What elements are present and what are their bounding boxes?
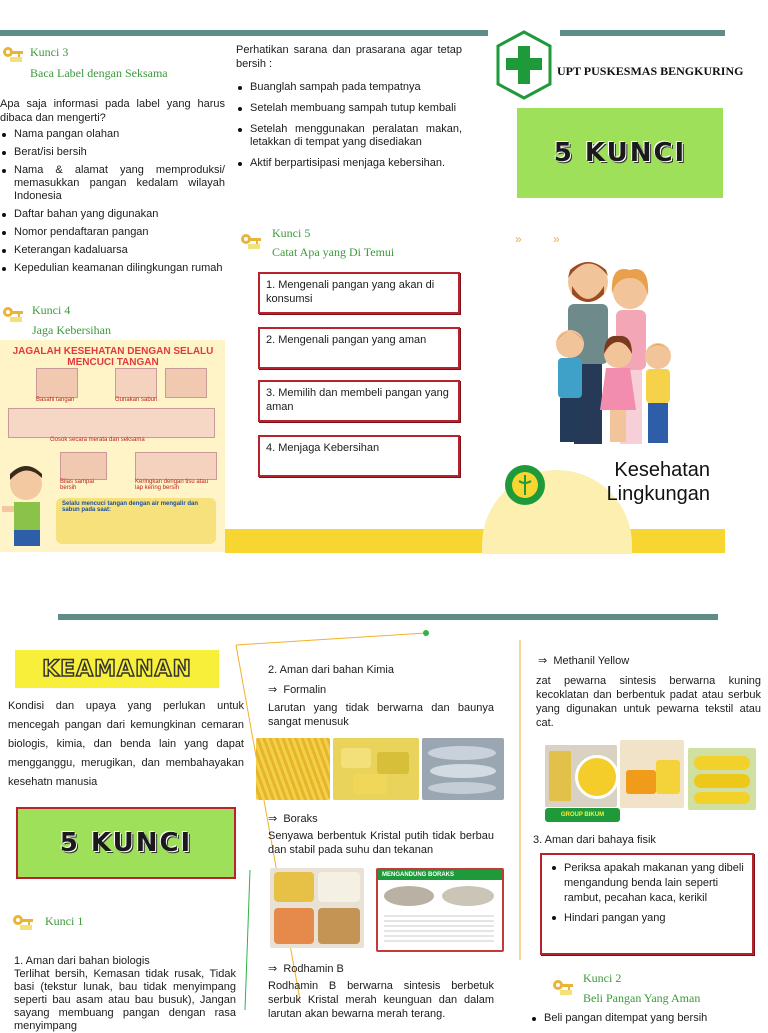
kunci2-list bbox=[530, 1012, 760, 1030]
key-icon bbox=[2, 305, 24, 323]
list-item: Periksa apakah makanan yang dibeli mengandung benda lain seperti rambut, pecahan kaca, kerikil bbox=[550, 861, 744, 906]
poster-title: JAGALAH KESEHATAN DENGAN SELALU MENCUCI TANGAN bbox=[12, 346, 214, 368]
kunci1-label: Kunci 1 bbox=[45, 914, 84, 928]
fisik-heading: 3. Aman dari bahaya fisik bbox=[533, 834, 656, 846]
key-point-box-3: 3. Memilih dan membeli pangan yang aman bbox=[258, 380, 460, 422]
kemenkes-logo bbox=[503, 463, 547, 507]
list-item: Setelah menggunakan peralatan makan, letakkan di tempat yang disediakan bbox=[236, 123, 462, 149]
group-label: GROUP BIKUM bbox=[545, 808, 620, 822]
org-name: UPT PUSKESMAS BENGKURING bbox=[557, 64, 744, 78]
methanil-heading: ⇒ Methanil Yellow bbox=[538, 655, 630, 667]
keamanan-title: KEAMANAN bbox=[42, 656, 192, 682]
sarana-intro: Perhatikan sarana dan prasarana agar tetap bersih : bbox=[236, 44, 462, 70]
five-keys-title: 5 KUNCI bbox=[59, 828, 193, 858]
poster-photo bbox=[115, 368, 157, 398]
list-item: Kepedulian keamanan dilingkungan rumah bbox=[0, 262, 225, 275]
kunci4-label: Kunci 4 bbox=[32, 303, 71, 317]
label-question: Apa saja informasi pada label yang harus dibaca dan mengerti? bbox=[0, 98, 225, 124]
key-icon bbox=[2, 45, 24, 63]
list-item: Berat/isi bersih bbox=[0, 146, 225, 159]
rhodamin-heading: ⇒ Rodhamin B bbox=[268, 963, 344, 975]
poster-photo bbox=[135, 452, 217, 480]
puskesmas-logo bbox=[496, 30, 552, 100]
corn-image bbox=[688, 748, 756, 810]
poster-photo bbox=[36, 368, 78, 398]
cover-subtitle bbox=[560, 458, 710, 506]
cover-title: 5 KUNCI bbox=[553, 138, 687, 168]
poster-note-box bbox=[56, 498, 216, 544]
formalin-heading: ⇒ Formalin bbox=[268, 684, 327, 696]
rhodamin-text: Rodhamin B berwarna sintesis berbetuk serbuk Kristal merah keunguan dan dalam larutan akan bewarna merah terang. bbox=[268, 980, 494, 1020]
tofu-image bbox=[333, 738, 419, 800]
key-point-box-2: 2. Mengenali pangan yang aman bbox=[258, 327, 460, 369]
decorative-arrows: » » bbox=[515, 232, 574, 246]
key-icon bbox=[240, 232, 262, 250]
list-item: Setelah membuang sampah tutup kembali bbox=[236, 102, 462, 115]
rhodamin-label: Rodhamin B bbox=[283, 963, 344, 975]
kunci2-label: Kunci 2 bbox=[583, 971, 622, 985]
list-item: Nomor pendaftaran pangan bbox=[0, 226, 225, 239]
list-item: Aktif berpartisipasi menjaga kebersihan. bbox=[236, 157, 462, 170]
kunci4-title: Jaga Kebersihan bbox=[32, 323, 111, 337]
key-point-box-1: 1. Mengenali pangan yang akan di konsumsi bbox=[258, 272, 460, 314]
poster-photo bbox=[165, 368, 207, 398]
cover-title-box bbox=[517, 108, 723, 198]
list-item: Keterangan kadaluarsa bbox=[0, 244, 225, 257]
poster-caption: Keringkan dengan tisu atau lap kering bersih bbox=[135, 479, 209, 491]
yellow-snack-image bbox=[620, 740, 684, 808]
kunci3-title: Baca Label dengan Seksama bbox=[30, 66, 168, 80]
methanil-text: zat pewarna sintesis berwarna kuning kecoklatan dan berbentuk padat atau serbuk yang digunakan untuk pewarna tekstil atau cat. bbox=[536, 675, 761, 729]
noodle-image bbox=[256, 738, 330, 800]
list-item: Hindari pangan yang bbox=[550, 911, 744, 926]
poster-caption: Gosok secara merata dan seksama bbox=[50, 437, 145, 443]
fisik-list bbox=[542, 855, 752, 937]
methanil-image bbox=[545, 745, 617, 807]
boy-illustration bbox=[2, 462, 54, 552]
sarana-list bbox=[236, 81, 462, 178]
handwashing-poster bbox=[0, 340, 225, 552]
keamanan-definition: Kondisi dan upaya yang perlukan untuk mencegah pangan dari kemungkinan cemaran biologis, kimia, dan benda lain yang dapat mengganggu, merugikan, dan membahayakan kesehatn manusia bbox=[8, 700, 244, 788]
boraks-food-image bbox=[270, 868, 364, 948]
top-divider-left bbox=[0, 30, 488, 36]
fish-image bbox=[422, 738, 504, 800]
keamanan-banner bbox=[15, 650, 219, 688]
label-info-list bbox=[0, 128, 225, 280]
key-icon bbox=[12, 913, 34, 931]
list-item: Daftar bahan yang digunakan bbox=[0, 208, 225, 221]
kunci2-title: Beli Pangan Yang Aman bbox=[583, 991, 701, 1005]
boraks-label: Boraks bbox=[283, 813, 318, 825]
methanil-label: Methanil Yellow bbox=[553, 655, 630, 667]
kunci5-title: Catat Apa yang Di Temui bbox=[272, 245, 395, 259]
family-illustration bbox=[548, 250, 688, 450]
kunci3-label: Kunci 3 bbox=[30, 45, 69, 59]
boraks-info-title: MENGANDUNG BORAKS bbox=[378, 870, 502, 880]
boraks-heading: ⇒ Boraks bbox=[268, 813, 318, 825]
cover-subtitle-line: Kesehatan bbox=[614, 459, 710, 481]
poster-caption: Gunakan sabun bbox=[115, 397, 158, 403]
five-keys-box bbox=[16, 807, 236, 879]
point1-heading: 1. Aman dari bahan biologis bbox=[14, 955, 150, 967]
list-item: Nama pangan olahan bbox=[0, 128, 225, 141]
poster-photo bbox=[60, 452, 107, 480]
list-item: Beli pangan ditempat yang bersih bbox=[530, 1012, 760, 1025]
list-item: Nama & alamat yang memproduksi/ memasukkan pangan kedalam wilayah Indonesia bbox=[0, 164, 225, 203]
boraks-text: Senyawa berbentuk Kristal putih tidak berbau dan stabil pada suhu dan tekanan bbox=[268, 830, 494, 856]
kimia-heading: 2. Aman dari bahan Kimia bbox=[268, 664, 394, 676]
fisik-box bbox=[540, 853, 754, 955]
formalin-text: Larutan yang tidak berwarna dan baunya sangat menusuk bbox=[268, 702, 494, 728]
poster-note: Selalu mencuci tangan dengan air mengalir dan sabun pada saat: bbox=[62, 501, 199, 513]
yellow-strip bbox=[225, 529, 725, 553]
top-divider-right bbox=[560, 30, 725, 36]
formalin-label: Formalin bbox=[283, 684, 327, 696]
cover-subtitle-line: Lingkungan bbox=[606, 483, 710, 505]
list-item: Buanglah sampah pada tempatnya bbox=[236, 81, 462, 94]
poster-caption: Basahi tangan bbox=[36, 397, 75, 403]
poster-photo-row bbox=[8, 408, 215, 438]
poster-caption: Bilas sampai bersih bbox=[60, 479, 95, 491]
boraks-info-image bbox=[376, 868, 504, 952]
key-icon bbox=[552, 978, 574, 996]
kunci5-label: Kunci 5 bbox=[272, 226, 311, 240]
key-point-box-4: 4. Menjaga Kebersihan bbox=[258, 435, 460, 477]
point1-text: Terlihat bersih, Kemasan tidak rusak, Tidak basi (tekstur lunak, bau tidak menyimpang seperti bau asam atau bau busuk), Jangan sayang membuang pangan dengan rasa menyimpang bbox=[14, 968, 236, 1032]
